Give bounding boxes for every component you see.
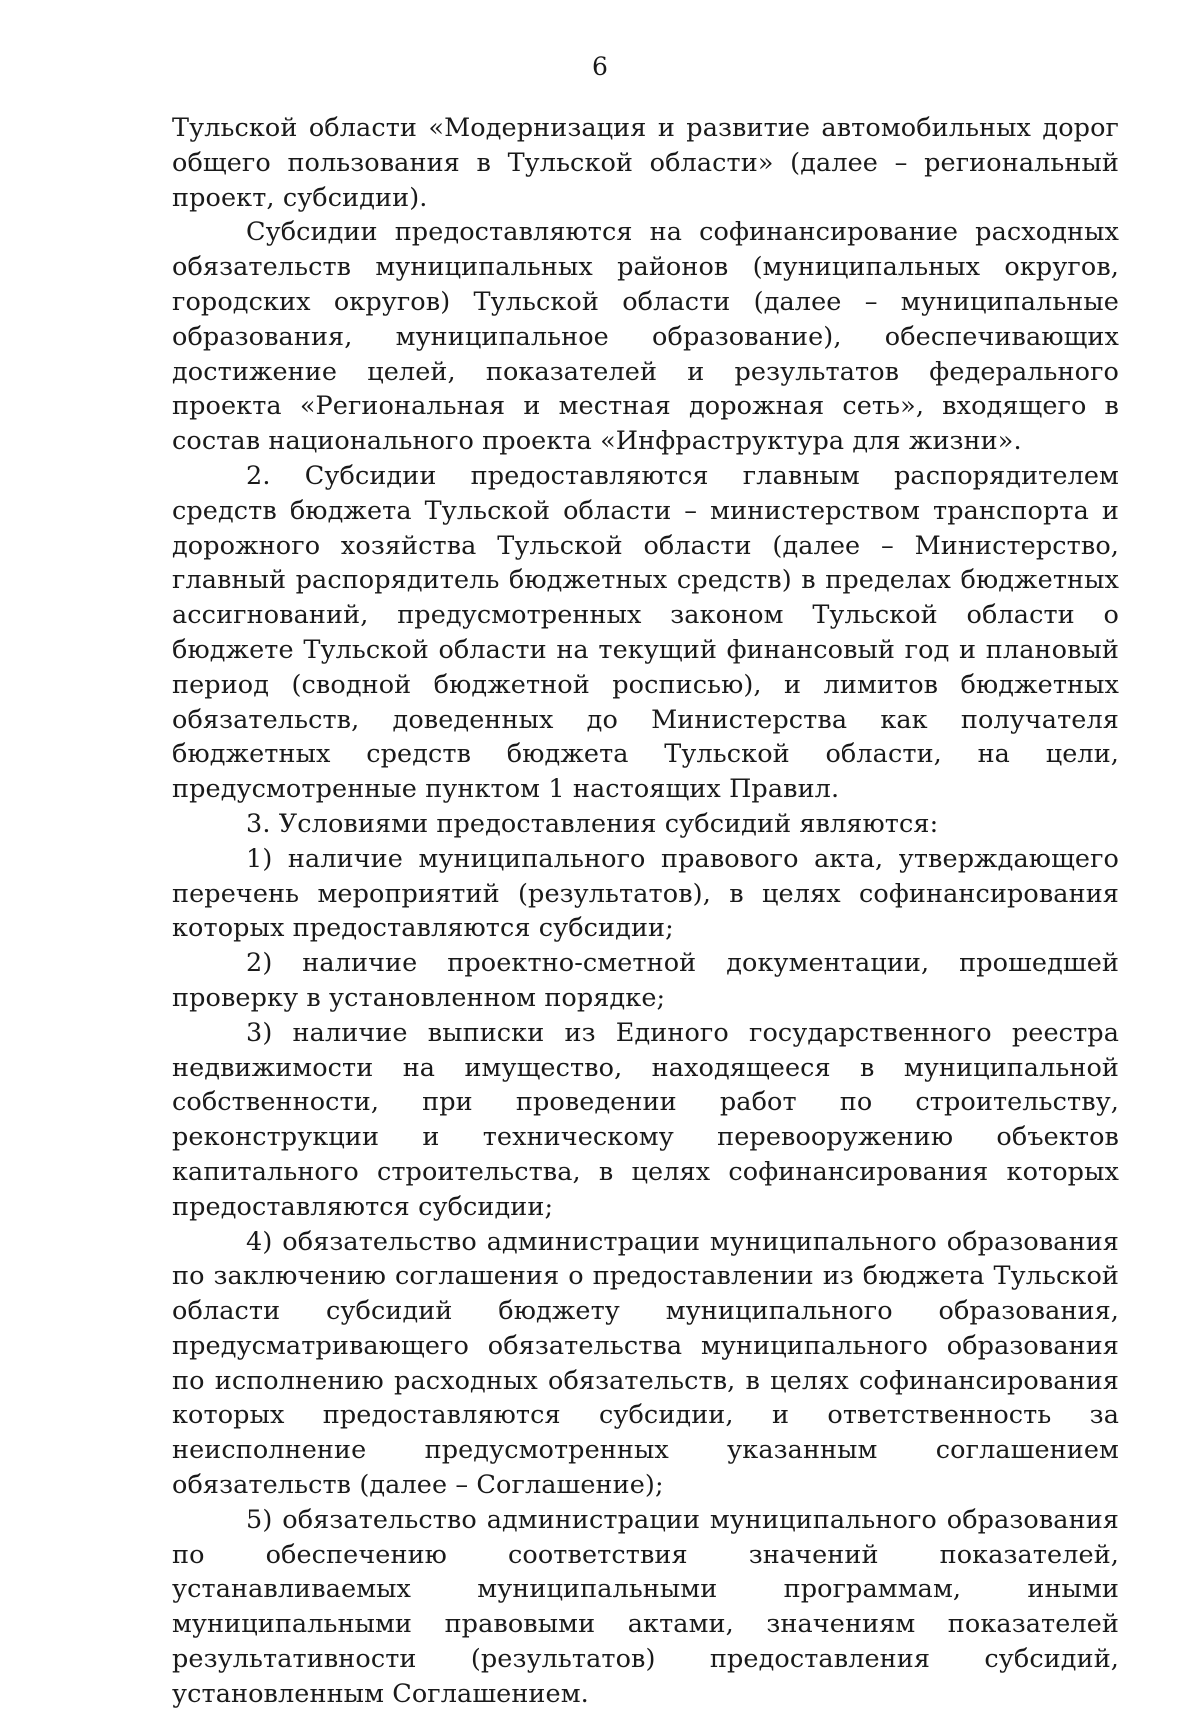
paragraph-continuation: Тульской области «Модернизация и развитие автомобильных дорог общего пользования в Тульской области» (далее – региональный проект, субсидии). <box>172 113 1119 213</box>
paragraph-subsidies: Субсидии предоставляются на софинансирование расходных обязательств муниципальных районов (муниципальных округов, городских округов) Тульской области (далее – муниципальные образования, муниципальное образование), обеспечивающих достижение целей, показателей и результатов федерального проекта «Региональная и местная дорожная сеть», входящего в состав национального проекта «Инфраструктура для жизни». <box>172 217 1119 457</box>
list-item-2: 2) наличие проектно-сметной документации, прошедшей проверку в установленном порядке; <box>172 948 1119 1013</box>
document-body <box>172 111 1119 1712</box>
list-item-1: 1) наличие муниципального правового акта, утверждающего перечень мероприятий (результатов), в целях софинансирования которых предоставляются субсидии; <box>172 843 1119 944</box>
list-item-3: 3) наличие выписки из Единого государственного реестра недвижимости на имущество, находящееся в муниципальной собственности, при проведении работ по строительству, реконструкции и техническому перевооружению объектов капитального строительства, в целях софинансирования которых предоставляются субсидии; <box>172 1017 1119 1222</box>
paragraph-clause-2: 2. Субсидии предоставляются главным распорядителем средств бюджета Тульской области – министерством транспорта и дорожного хозяйства Тульской области (далее – Министерство, главный распорядитель бюджетных средств) в пределах бюджетных ассигнований, предусмотренных законом Тульской области о бюджете Тульской области на текущий финансовый год и плановый период (сводной бюджетной росписью), и лимитов бюджетных обязательств, доведенных до Министерства как получателя бюджетных средств бюджета Тульской области, на цели, предусмотренные пунктом 1 настоящих Правил. <box>172 460 1119 805</box>
list-item-5: 5) обязательство администрации муниципального образования по обеспечению соответствия значений показателей, устанавливаемых муниципальными программам, иными муниципальными правовыми актами, значениям показателей результативности (результатов) предоставления субсидий, установленным Соглашением. <box>172 1504 1119 1709</box>
paragraph-clause-3: 3. Условиями предоставления субсидий являются: <box>246 808 939 839</box>
list-item-4: 4) обязательство администрации муниципального образования по заключению соглашения о предоставлении из бюджета Тульской области субсидий бюджету муниципального образования, предусматривающего обязательства муниципального образования по исполнению расходных обязательств, в целях софинансирования которых предоставляются субсидии, и ответственность за неисполнение предусмотренных указанным соглашением обязательств (далее – Соглашение); <box>172 1226 1119 1501</box>
page-number: 6 <box>592 52 608 81</box>
